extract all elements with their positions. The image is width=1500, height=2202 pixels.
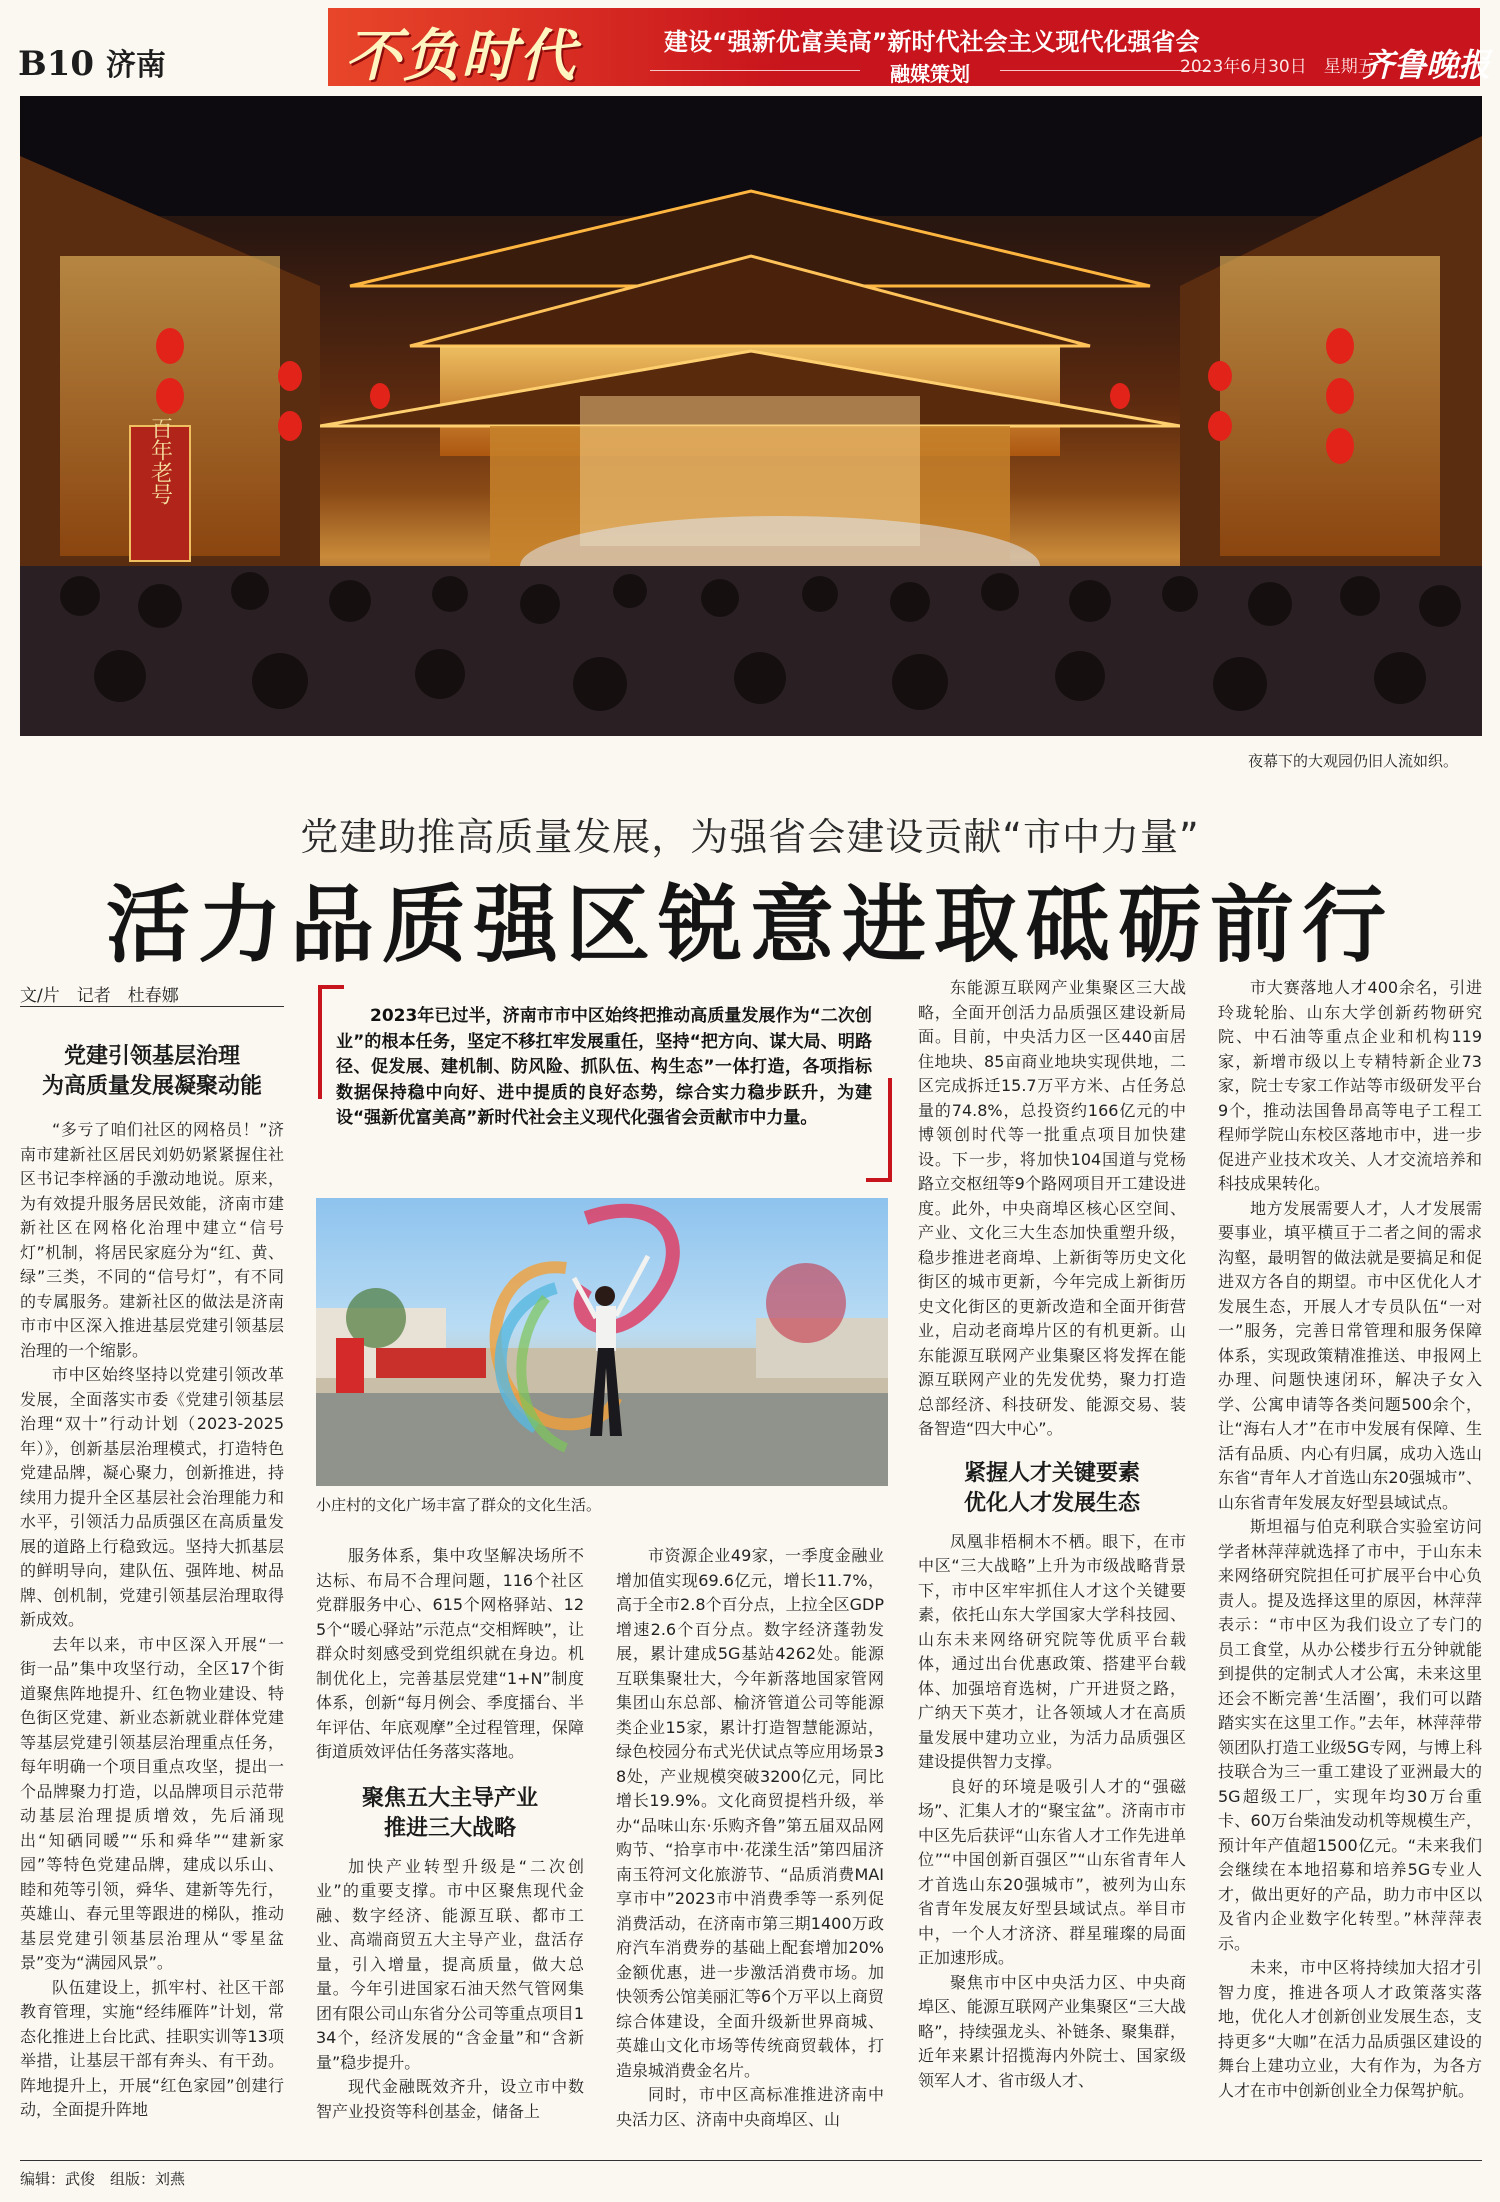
byline: 文/片 记者 杜春娜 [20, 986, 179, 1006]
banner-slogan: 建设“强新优富美高”新时代社会主义现代化强省会 [664, 28, 1200, 56]
paragraph: “多亏了咱们社区的网格员！”济南市建新社区居民刘奶奶紧紧握住社区书记李梓涵的手激动地说。原来，为有效提升服务居民效能，济南市建新社区在网格化治理中建立“信号灯”机制，将居民家庭分为“红、黄、绿”三类，不同的“信号灯”，有不同的专属服务。建新社区的做法是济南市市中区深入推进基层党建引领基层治理的一个缩影。 [20, 1120, 284, 1360]
section-heading-line: 党建引领基层治理 [63, 1043, 240, 1069]
section-name: 济南 [105, 48, 166, 83]
section-heading-industry [316, 1783, 584, 1843]
village-square-photo [316, 1198, 888, 1486]
page-number: B10 [18, 44, 95, 84]
section-heading-talent [918, 1458, 1186, 1518]
paragraph: 加快产业转型升级是“二次创业”的重要支撑。市中区聚焦现代金融、数字经济、能源互联、都市工业、高端商贸五大主导产业，盘活存量，引入增量，提高质量，做大总量。今年引进国家石油天然气管网集团有限公司山东省分公司等重点项目134个，经济发展的“含金量”和“含新量”稳步提升。 [316, 1856, 584, 2072]
section-heading-line: 优化人才发展生态 [963, 1489, 1140, 1516]
section-heading-line: 推进三大战略 [383, 1814, 516, 1841]
paragraph: 市资源企业49家，一季度金融业增加值实现69.6亿元，增长11.7%，高于全市2.8个百分点，上拉全区GDP增速2.6个百分点。数字经济蓬勃发展，累计建成5G基站4262处。能源互联集聚壮大，今年新落地国家管网集团山东总部、榆济管道公司等能源类企业15家，累计打造智慧能源站，绿色校园分布式光伏试点等应用场景38处，产业规模突破3200亿元，同比增长19.9%。文化商贸提档升级，举办“品味山东·乐购齐鲁”第五届双品网购节、“拾享市中·花漾生活”第四届济南玉符河文化旅游节、“品质消费MAI享市中”2023市中消费季等一系列促消费活动，在济南市第三期1400万政府汽车消费券的基础上配套增加20%金额优惠，进一步激活消费市场。加快领秀公馆美丽汇等6个万平以上商贸综合体建设，全面升级新世界商城、英雄山文化市场等传统商贸载体，打造泉城消费金名片。 [616, 1546, 884, 2080]
paragraph: 市大赛落地人才400余名，引进玲珑轮胎、山东大学创新药物研究院、中石油等重点企业和机构119家，新增市级以上专精特新企业73家，院士专家工作站等市级研发平台9个，推动法国鲁昂高等电子工程工程师学院山东校区落地市中，进一步促进产业技术攻关、人才交流培养和科技成果转化。 [1218, 978, 1482, 1193]
article-column-3 [616, 1544, 884, 2154]
byline-rule [20, 1006, 284, 1007]
paragraph: 队伍建设上，抓牢村、社区干部教育管理，实施“经纬雁阵”计划，常态化推进上台比武、挂职实训等13项举措，让基层干部有奔头、有干劲。阵地提升上，开展“红色家园”创建行动，全面提升阵地 [20, 1977, 284, 2119]
article-subtitle: 党建助推高质量发展，为强省会建设贡献“市中力量” [300, 815, 1200, 859]
paragraph: 地方发展需要人才，人才发展需要事业，填平横亘于二者之间的需求沟壑，最明智的做法就是要搞足和促进双方各自的期望。市中区优化人才发展生态，开展人才专员队伍“一对一”服务，完善日常管理和服务保障体系，实现政策精准推送、申报网上办理、问题快速闭环，解决子女入学、公寓申请等各类问题500余个，让“海右人才”在市中发展有保障、生活有品质、内心有归属，成功入选山东省“青年人才首选山东20强城市”、山东省青年发展友好型县域试点。 [1218, 1198, 1482, 1512]
ribbon-dance-illustration [316, 1198, 888, 1486]
paragraph: 市中区始终坚持以党建引领改革发展，全面落实市委《党建引领基层治理“双十”行动计划（2023-2025年）》，创新基层治理模式，打造特色党建品牌，凝心聚力，创新推进，持续用力提升全区基层社会治理能力和水平，引领活力品质强区在高质量发展的道路上行稳致远。坚持大抓基层的鲜明导向，建队伍、强阵地、树品牌、创机制，党建引领基层治理取得新成效。 [20, 1365, 284, 1629]
paragraph: 未来，市中区将持续加大招才引智力度，推进各项人才政策落实落地，优化人才创新创业发展生态，支持更多“大咖”在活力品质强区建设的舞台上建功立业，大有作为，为各方人才在市中创新创业全力保驾护航。 [1218, 1958, 1482, 2100]
banner-subtitle: 融媒策划 [890, 58, 970, 87]
paragraph: 东能源互联网产业集聚区三大战略，全面开创活力品质强区建设新局面。目前，中央活力区一区440亩居住地块、85亩商业地块实现供地，二区完成拆迁15.7万平方米、占任务总量的74.8%，总投资约166亿元的中博领创时代等一批重点项目加快建设。下一步，将加快104国道与党杨路立交枢纽等9个路网项目开工建设进度。此外，中央商埠区核心区空间、产业、文化三大生态加快重塑升级，稳步推进老商埠、上新街等历史文化街区的城市更新，今年完成上新街历史文化街区的更新改造和全面开街营业，启动老商埠片区的有机更新。山东能源互联网产业集聚区将发挥在能源互联网产业的先发优势，聚力打造总部经济、科技研发、能源交易、装备智造“四大中心”。 [918, 978, 1186, 1438]
lead-paragraph: 2023年已过半，济南市市中区始终把推动高质量发展作为“二次创业”的根本任务，坚定不移扛牢发展重任，坚持“把方向、谋大局、明路径、促发展、建机制、防风险、抓队伍、构生态”一体打造，各项指标数据保持稳中向好、进中提质的良好态势，综合实力稳步跃升，为建设“强新优富美高”新时代社会主义现代化强省会贡献市中力量。 [336, 1006, 872, 1128]
section-heading-line: 为高质量发展凝聚动能 [41, 1073, 262, 1099]
masthead-title: 不负时代 [345, 23, 577, 89]
paragraph: 聚焦市中区中央活力区、中央商埠区、能源互联网产业集聚区“三大战略”，持续强龙头、补链条、聚集群，近年来累计招揽海内外院士、国家级领军人才、省市级人才、 [918, 1972, 1186, 2090]
paragraph: 凤凰非梧桐木不栖。眼下，在市中区“三大战略”上升为市级战略背景下，市中区牢牢抓住人才这个关键要素，依托山东大学国家大学科技园、山东未来网络研究院等优质平台载体，通过出台优惠政策、搭建平台载体、加强培育选树，广开进贤之路，广纳天下英才，让各领域人才在高质量发展中建功立业，为活力品质强区建设提供智力支撑。 [918, 1531, 1186, 1771]
editor-credit: 编辑：武俊 组版：刘燕 [20, 2170, 186, 2188]
village-square-photo-caption: 小庄村的文化广场丰富了群众的文化生活。 [316, 1496, 602, 1514]
article-column-5 [1218, 976, 1482, 2154]
night-street-illustration [20, 96, 1482, 736]
section-heading-line: 紧握人才关键要素 [963, 1459, 1140, 1486]
main-photo-caption: 夜幕下的大观园仍旧人流如织。 [1248, 752, 1459, 770]
issue-date: 2023年6月30日 星期五 [1180, 57, 1375, 77]
article-title: 活力品质强区锐意进取砥砺前行 [105, 875, 1394, 974]
paragraph: 去年以来，市中区深入开展“一街一品”集中攻坚行动，全区17个街道聚焦阵地提升、红色物业建设、特色街区党建、新业态新就业群体党建等基层党建引领基层治理重点任务，每年明确一个项目重点攻坚，提出一个品牌聚力打造，以品牌项目示范带动基层治理提质增效，先后涌现出“知硒同暖”“乐和舜华”“建新家园”等特色党建品牌，建成以乐山、睦和苑等引领，舜华、建新等先行，英雄山、春元里等跟进的梯队，推动基层党建引领基层治理从“零星盆景”变为“满园风景”。 [20, 1634, 284, 1972]
article-column-2 [316, 1544, 584, 2154]
section-heading-line: 聚焦五大主导产业 [361, 1784, 538, 1811]
article-column-4 [918, 976, 1186, 2154]
newspaper-logo: 齐鲁晚报 [1362, 46, 1491, 84]
page-header [0, 0, 1500, 90]
footer-rule [20, 2160, 1482, 2161]
main-photo-night-street [20, 96, 1482, 736]
paragraph: 良好的环境是吸引人才的“强磁场”、汇集人才的“聚宝盆”。济南市市中区先后获评“山东省人才工作先进单位”“中国创新百强区”“山东省青年人才首选山东20强城市”，被列为山东省青年发展友好型县域试点。举目市中，一个人才济济、群星璀璨的局面正加速形成。 [918, 1776, 1186, 1967]
shop-sign-text: 百年老号 [147, 417, 173, 505]
section-heading-party-building [20, 1041, 284, 1101]
paragraph: 同时，市中区高标准推进济南中央活力区、济南中央商埠区、山 [616, 2085, 884, 2129]
article-column-1 [20, 1118, 284, 2154]
paragraph: 服务体系，集中攻坚解决场所不达标、布局不合理问题，116个社区党群服务中心、615个网格驿站、125个“暖心驿站”示范点“交相辉映”，让群众时刻感受到党组织就在身边。机制优化上，完善基层党建“1+N”制度体系，创新“每月例会、季度擂台、半年评估、年底观摩”全过程管理，保障街道质效评估任务落实落地。 [316, 1546, 584, 1761]
page-number-section [18, 40, 166, 84]
paragraph: 斯坦福与伯克利联合实验室访问学者林萍萍就选择了市中，于山东未来网络研究院担任可扩展平台中心负责人。提及选择这里的原因，林萍萍表示：“市中区为我们设立了专门的员工食堂，从办公楼步行五分钟就能到提供的定制式人才公寓，未来这里还会不断完善‘生活圈’，我们可以踏踏实实在这里工作。”去年，林萍萍带领团队打造工业级5G专网，与博上科技联合为三一重工建设了亚洲最大的5G超级工厂，实现年均30万台重卡、60万台柴油发动机等规模生产，预计年产值超1500亿元。“未来我们会继续在本地招募和培养5G专业人才，做出更好的产品，助力市中区以及省内企业数字化转型。”林萍萍表示。 [1218, 1517, 1482, 1953]
paragraph: 现代金融既效齐升，设立市中数智产业投资等科创基金，储备上 [316, 2077, 584, 2121]
